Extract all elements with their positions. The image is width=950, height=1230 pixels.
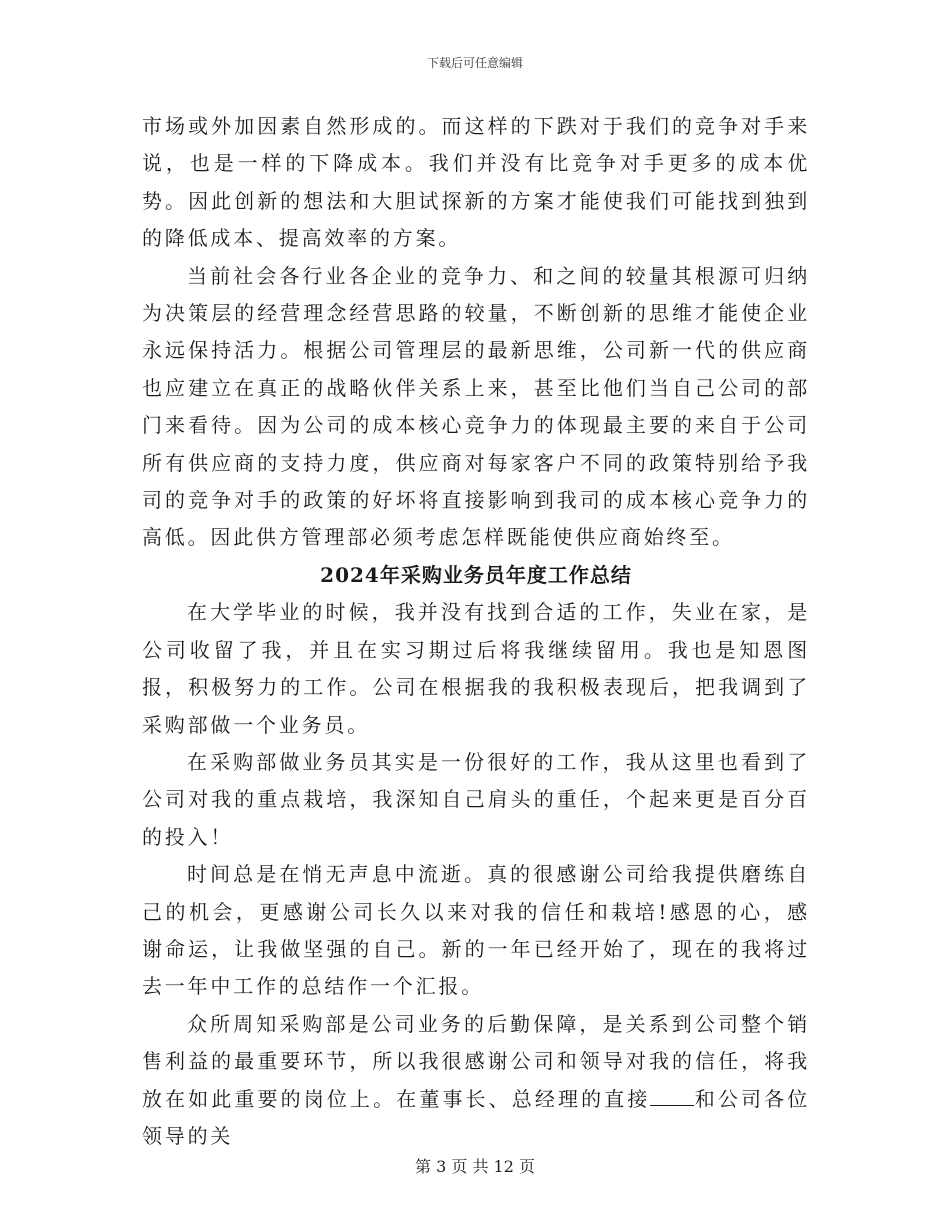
document-body [142, 108, 810, 1155]
paragraph-5: 时间总是在悄无声息中流逝。真的很感谢公司给我提供磨练自己的机会，更感谢公司长久以来对我的信任和栽培!感恩的心，感谢命运，让我做坚强的自己。新的一年已经开始了，现在的我将过去一年中工作的总结作一个汇报。 [142, 862, 810, 999]
paragraph-2: 当前社会各行业各企业的竞争力、和之间的较量其根源可归纳为决策层的经营理念经营思路的较量，不断创新的思维才能使企业永远保持活力。根据公司管理层的最新思维，公司新一代的供应商也应建立在真正的战略伙伴关系上来，甚至比他们当自己公司的部门来看待。因为公司的成本核心竞争力的体现最主要的来自于公司所有供应商的支持力度，供应商对每家客户不同的政策特别给予我司的竞争对手的政策的好坏将直接影响到我司的成本核心竞争力的高低。因此供方管理部必须考虑怎样既能使供应商始终至。 [142, 263, 810, 550]
paragraph-3: 在大学毕业的时候，我并没有找到合适的工作，失业在家，是公司收留了我，并且在实习期过后将我继续留用。我也是知恩图报，积极努力的工作。公司在根据我的我积极表现后，把我调到了采购部做一个业务员。 [142, 600, 810, 737]
blank-underline [650, 1087, 694, 1106]
paragraph-6-text-after: 和公司各位领导的关 [142, 1086, 810, 1148]
paragraph-6 [142, 1006, 810, 1156]
paragraph-4: 在采购部做业务员其实是一份很好的工作，我从这里也看到了公司对我的重点栽培，我深知自己肩头的重任，个起来更是百分百的投入！ [142, 749, 810, 849]
paragraph-6-text-before: 众所周知采购部是公司业务的后勤保障，是关系到公司整个销售利益的最重要环节，所以我很感谢公司和领导对我的信任，将我放在如此重要的岗位上。在董事长、总经理的直接 [142, 1011, 810, 1111]
section-title: 2024年采购业务员年度工作总结 [320, 562, 632, 587]
page-number-footer: 第 3 页 共 12 页 [415, 1157, 535, 1176]
paragraph-1: 市场或外加因素自然形成的。而这样的下跌对于我们的竞争对手来说，也是一样的下降成本。我们并没有比竞争对手更多的成本优势。因此创新的想法和大胆试探新的方案才能使我们可能找到独到的降低成本、提高效率的方案。 [142, 114, 810, 251]
page-header-note: 下载后可任意编辑 [426, 56, 523, 70]
